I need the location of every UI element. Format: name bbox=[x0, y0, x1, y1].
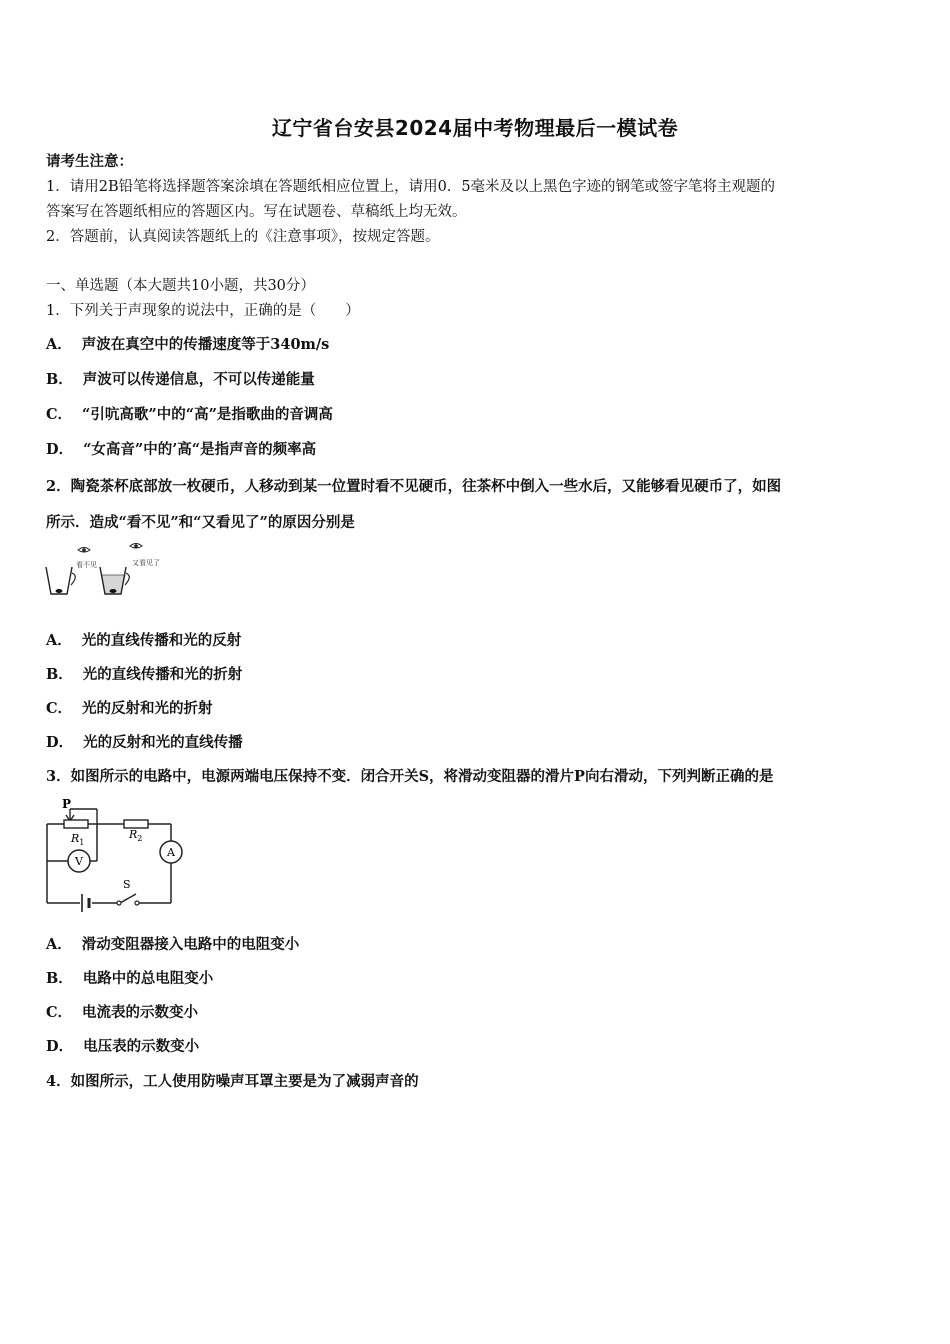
notice-item-1-line-1: 1．请用2B铅笔将选择题答案涂填在答题纸相应位置上，请用0．5毫米及以上黑色字迹的钢笔或签字笔将主观题的 bbox=[46, 179, 776, 195]
switch-contact bbox=[117, 901, 121, 905]
section-heading: 一、单选题（本大题共10小题，共30分） bbox=[46, 278, 315, 294]
resistor-r2 bbox=[124, 820, 148, 828]
label-switch: S bbox=[123, 878, 131, 891]
cup-left bbox=[46, 567, 75, 594]
page-title: 辽宁省台安县2024届中考物理最后一模试卷 bbox=[271, 116, 679, 140]
question-3-option-b: B． 电路中的总电阻变小 bbox=[46, 970, 214, 987]
question-2-option-d: D． 光的反射和光的直线传播 bbox=[46, 734, 243, 751]
question-2-option-b: B． 光的直线传播和光的折射 bbox=[46, 666, 243, 683]
notice-item-2: 2．答题前，认真阅读答题纸上的《注意事项》，按规定答题。 bbox=[46, 229, 440, 245]
question-3-stem: 3．如图所示的电路中，电源两端电压保持不变．闭合开关S，将滑动变阻器的滑片P向右滑动，下列判断正确的是 bbox=[46, 768, 774, 785]
question-1-option-c: C． “引吭高歌”中的“高”是指歌曲的音调高 bbox=[46, 406, 333, 423]
figure-label-see-again: 又看见了 bbox=[132, 559, 160, 567]
circuit-diagram bbox=[40, 794, 190, 916]
notice-item-1-line-2: 答案写在答题纸相应的答题区内。写在试题卷、草稿纸上均无效。 bbox=[46, 204, 467, 220]
question-1-stem: 1．下列关于声现象的说法中，正确的是（ ） bbox=[46, 303, 360, 319]
switch-contact bbox=[135, 901, 139, 905]
question-2-stem-line-1: 2．陶瓷茶杯底部放一枚硬币，人移动到某一位置时看不见硬币，往茶杯中倒入一些水后，又能够看见硬币了，如图 bbox=[46, 478, 782, 495]
question-1-option-d: D． “女高音”中的’高“是指声音的频率高 bbox=[46, 441, 317, 458]
question-4-stem: 4．如图所示，工人使用防噪声耳罩主要是为了减弱声音的 bbox=[46, 1073, 419, 1090]
question-3-option-d: D． 电压表的示数变小 bbox=[46, 1038, 200, 1055]
battery bbox=[82, 894, 89, 912]
notice-heading: 请考生注意： bbox=[46, 153, 133, 170]
voltmeter-label: V bbox=[75, 855, 83, 868]
figure-label-cannot-see: 看不见 bbox=[76, 561, 97, 569]
resistor-r1 bbox=[64, 820, 88, 828]
question-1-option-a: A． 声波在真空中的传播速度等于340m/s bbox=[46, 336, 330, 353]
question-2-stem-line-2: 所示．造成“看不见”和“又看见了”的原因分别是 bbox=[46, 514, 355, 531]
question-2-option-c: C． 光的反射和光的折射 bbox=[46, 700, 213, 717]
cup-coin-figure bbox=[40, 540, 180, 602]
label-r1: $R_1$ bbox=[71, 832, 85, 847]
cup-right bbox=[100, 567, 129, 594]
question-2-option-a: A． 光的直线传播和光的反射 bbox=[46, 632, 242, 649]
label-r2: $R_2$ bbox=[129, 828, 143, 843]
eye-icon bbox=[78, 548, 90, 553]
question-3-option-a: A． 滑动变阻器接入电路中的电阻变小 bbox=[46, 936, 300, 953]
eye-icon bbox=[130, 544, 142, 549]
question-3-option-c: C． 电流表的示数变小 bbox=[46, 1004, 199, 1021]
ammeter-label: A bbox=[167, 846, 175, 859]
question-1-option-b: B． 声波可以传递信息，不可以传递能量 bbox=[46, 371, 315, 388]
label-p: P bbox=[62, 797, 72, 811]
